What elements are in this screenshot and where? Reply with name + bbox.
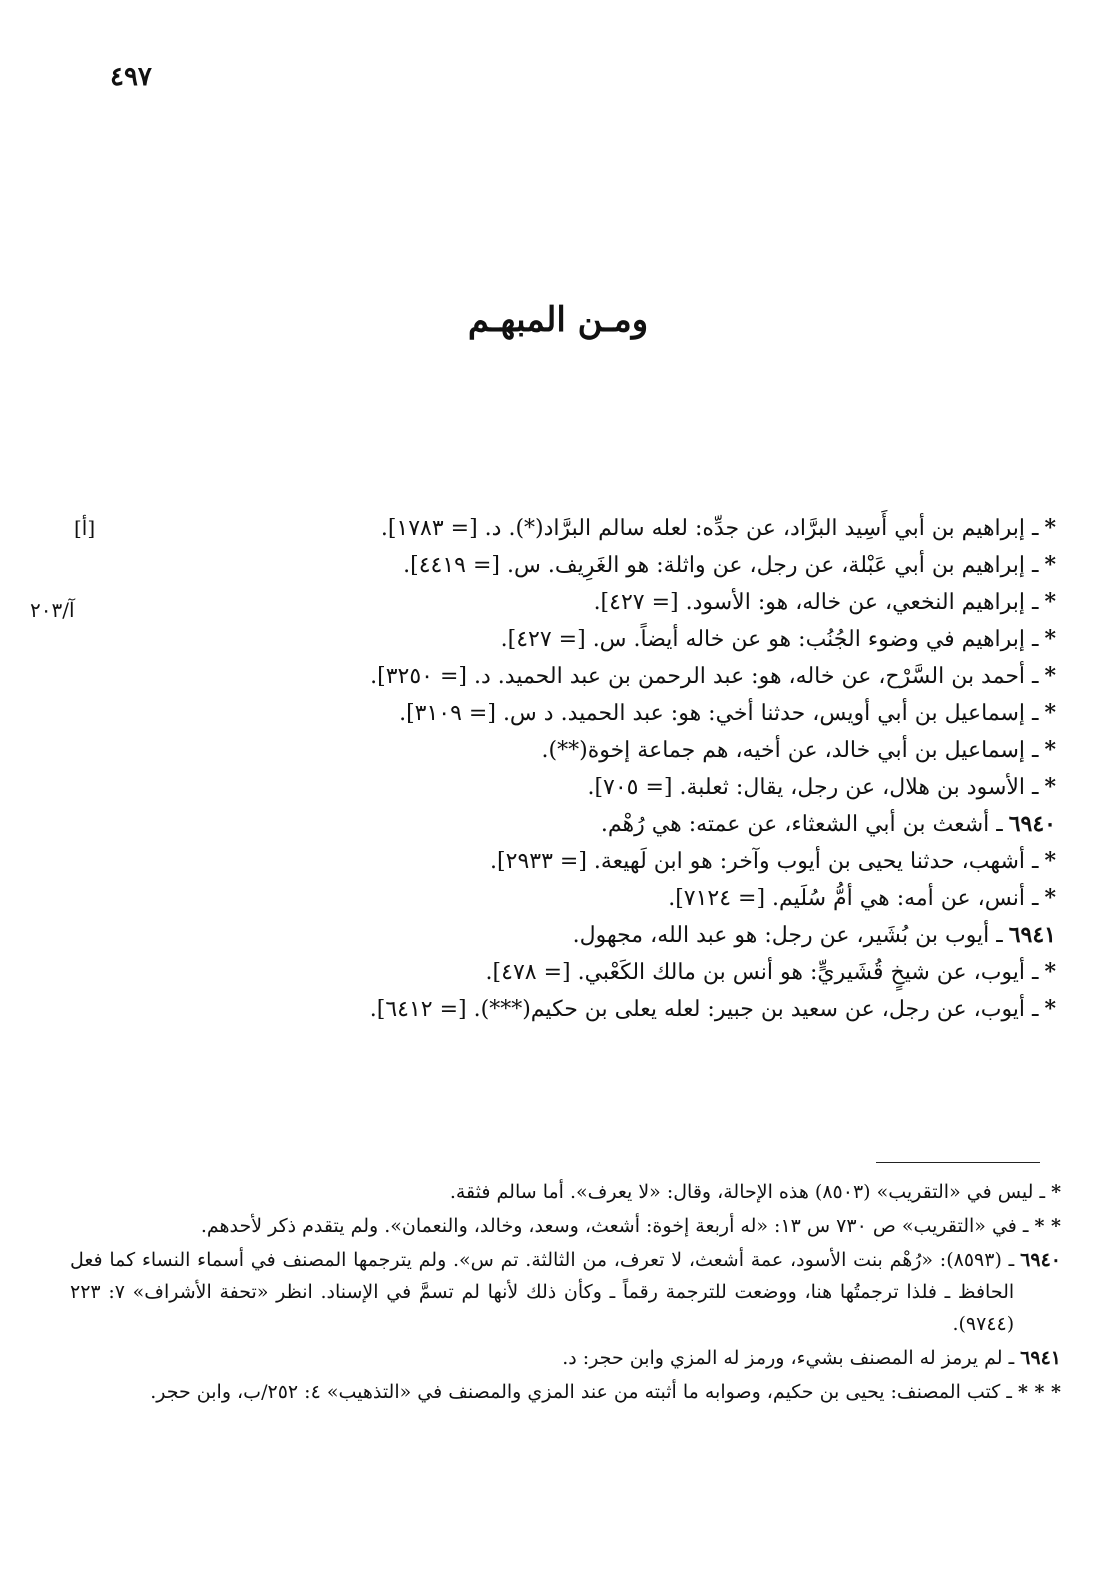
footnote-marker: * * (1034, 1215, 1061, 1237)
footnote-text: ـ ليس في «التقريب» (٨٥٠٣) هذه الإحالة، وقال: «لا يعرف». أما سالم فثقة. (449, 1181, 1046, 1203)
footnotes (70, 1176, 1061, 1410)
entry-number: ٦٩٤١ (1008, 922, 1056, 948)
footnote-text: ـ في «التقريب» ص ٧٣٠ س ١٣: «له أربعة إخوة: أشعث، وسعد، وخالد، والنعمان». ولم يتقدم ذكر لأحدهم. (200, 1215, 1029, 1237)
entry (200, 991, 1056, 1028)
entry-marker: * (1044, 663, 1056, 689)
footnote-text: ـ (٨٥٩٣): «رُهْم بنت الأسود، عمة أشعث، لا تعرف، من الثالثة. تم س». ولم يترجمها المصنف في أسماء النساء كما فعل الحافظ ـ فلذا ترجمتُها هنا، ووضعت للترجمة رقماً ـ وكأن ذلك لأنها لم تسمَّ في الإسناد. انظر «تحفة الأشراف» ٧: ٢٢٣ (٩٧٤٤). (70, 1249, 1015, 1335)
entry-text: ـ أنس، عن أمه: هي أمُّ سُلَيم. [= ٧١٢٤]. (668, 886, 1039, 911)
footnote (70, 1376, 1061, 1408)
entry-marker: * (1044, 737, 1056, 763)
page-number: ٤٩٧ (110, 62, 152, 92)
entry-text: ـ أيوب، عن رجل، عن سعيد بن جبير: لعله يعلى بن حكيم(***). [= ٦٤١٢]. (369, 997, 1039, 1022)
entry (200, 547, 1056, 584)
entry-text: ـ إسماعيل بن أبي خالد، عن أخيه، هم جماعة إخوة(**). (541, 738, 1039, 763)
footnote-marker: * (1051, 1181, 1061, 1203)
entry-marker: * (1044, 515, 1056, 541)
entry (200, 658, 1056, 695)
entry-text: ـ إبراهيم بن أبي أَسِيد البرَّاد، عن جدِّه: لعله سالم البرَّاد(*). د. [= ١٧٨٣]. (380, 516, 1039, 541)
entry-text: ـ إبراهيم في وضوء الجُنُب: هو عن خاله أيضاً. س. [= ٤٢٧]. (500, 627, 1039, 652)
footnote (70, 1210, 1061, 1242)
entry-text: ـ إسماعيل بن أبي أويس، حدثنا أخي: هو: عبد الحميد. د س. [= ٣١٠٩]. (399, 701, 1039, 726)
footnote-marker: ٦٩٤١ (1020, 1347, 1061, 1369)
entry-marker: * (1044, 885, 1056, 911)
footnote-text: ـ كتب المصنف: يحيى بن حكيم، وصوابه ما أثبته من عند المزي والمصنف في «التذهيب» ٤: ٢٥٢/ب، وابن حجر. (150, 1381, 1012, 1403)
entry-numbered (200, 806, 1056, 843)
footnote (70, 1342, 1061, 1374)
entry-text: ـ أيوب بن بُشَير، عن رجل: هو عبد الله، مجهول. (572, 923, 1003, 948)
footnote-marker: * * * (1017, 1381, 1061, 1403)
entry (200, 510, 1056, 547)
entry-marker: * (1044, 552, 1056, 578)
entry-marker: * (1044, 848, 1056, 874)
entry-text: ـ الأسود بن هلال، عن رجل، يقال: ثعلبة. [= ٧٠٥]. (587, 775, 1039, 800)
footnote (70, 1176, 1061, 1208)
entry (200, 621, 1056, 658)
entry-marker: * (1044, 700, 1056, 726)
entry-numbered (200, 917, 1056, 954)
entries-list (200, 510, 1056, 1028)
section-title: ومـن المبهـم (467, 300, 649, 340)
entry-marker: * (1044, 626, 1056, 652)
entry (200, 843, 1056, 880)
entry-marker: * (1044, 589, 1056, 615)
footnote-text: ـ لم يرمز له المصنف بشيء، ورمز له المزي وابن حجر: د. (562, 1347, 1015, 1369)
entry (200, 584, 1056, 621)
entry-text: ـ إبراهيم النخعي، عن خاله، هو: الأسود. [= ٤٢٧]. (593, 590, 1039, 615)
entry-text: ـ إبراهيم بن أبي عَبْلة، عن رجل، عن واثلة: هو الغَرِيف. س. [= ٤٤١٩]. (403, 553, 1039, 578)
entry (200, 769, 1056, 806)
entry-text: ـ أشعث بن أبي الشعثاء، عن عمته: هي رُهْم. (600, 812, 1003, 837)
entry-marker: * (1044, 996, 1056, 1022)
entry (200, 732, 1056, 769)
entry-number: ٦٩٤٠ (1008, 811, 1056, 837)
entry (200, 954, 1056, 991)
footnote-separator (876, 1162, 1040, 1163)
entry-text: ـ أحمد بن السَّرْح، عن خاله، هو: عبد الرحمن بن عبد الحميد. د. [= ٣٢٥٠]. (370, 664, 1039, 689)
margin-note-folio-a: [أ] (74, 516, 96, 540)
entry-text: ـ أيوب، عن شيخٍ قُشَيريٍّ: هو أنس بن مالك الكَعْبي. [= ٤٧٨]. (485, 960, 1039, 985)
footnote-marker: ٦٩٤٠ (1020, 1249, 1061, 1271)
entry (200, 880, 1056, 917)
footnote (70, 1244, 1061, 1340)
entry-marker: * (1044, 959, 1056, 985)
entry-text: ـ أشهب، حدثنا يحيى بن أيوب وآخر: هو ابن لَهيعة. [= ٢٩٣٣]. (490, 849, 1039, 874)
entry-marker: * (1044, 774, 1056, 800)
entry (200, 695, 1056, 732)
margin-note-folio-ref: آ/٢٠٣ (30, 598, 75, 622)
